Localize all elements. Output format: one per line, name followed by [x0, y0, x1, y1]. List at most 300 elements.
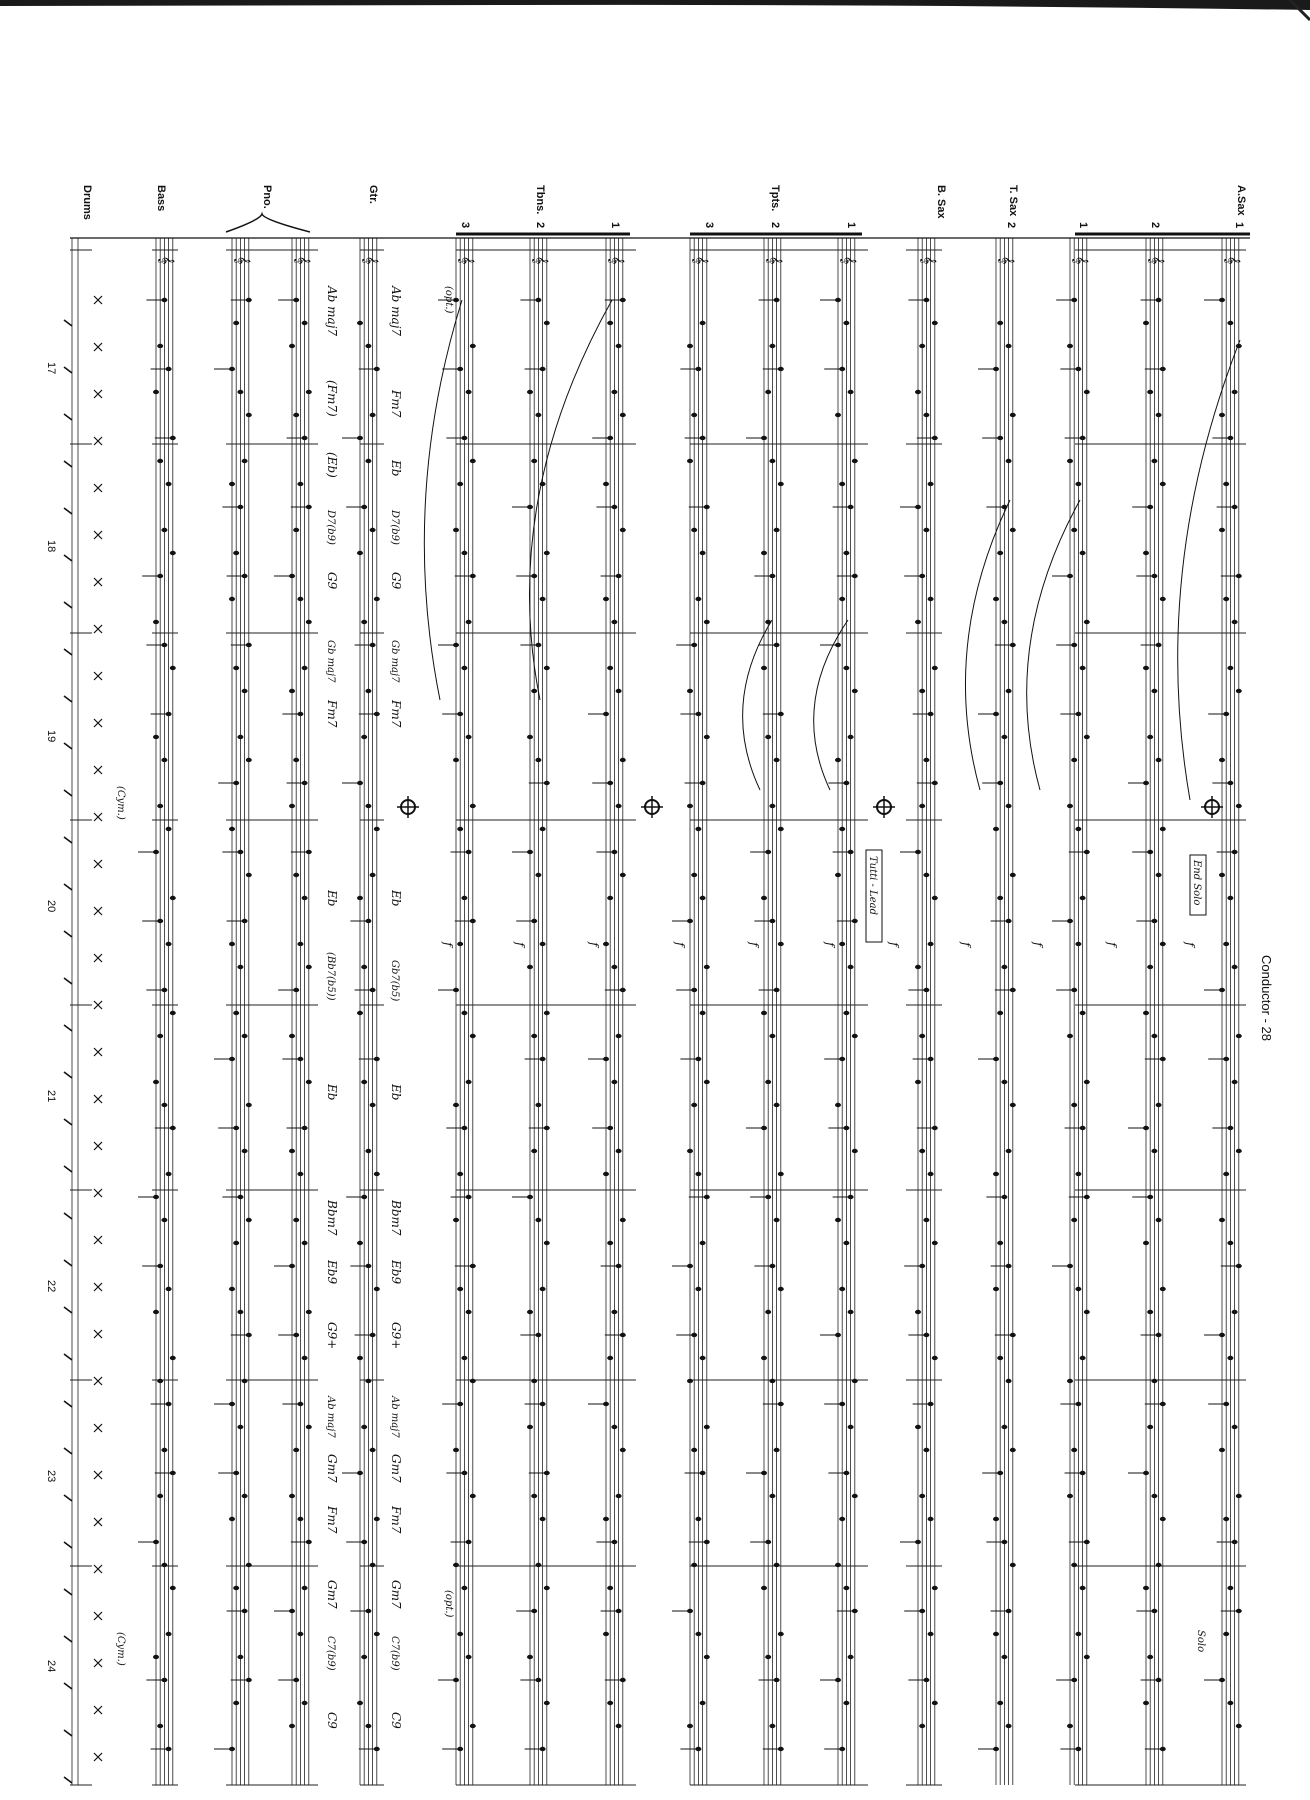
- note-head: [1223, 942, 1229, 946]
- clef-icon: 𝄞: [766, 256, 782, 265]
- note-head: [161, 1563, 167, 1567]
- drum-slash: [64, 743, 72, 749]
- clef-icon: 𝄞: [458, 256, 474, 265]
- note-head: [620, 528, 626, 532]
- note-head: [993, 827, 999, 831]
- note-head: [237, 965, 243, 969]
- note-head: [852, 1494, 858, 1498]
- note-head: [527, 390, 533, 394]
- forte-mark: f: [1105, 942, 1119, 947]
- note-head: [687, 689, 693, 693]
- note-head: [365, 804, 371, 808]
- note-head: [691, 413, 697, 417]
- note-head: [229, 942, 235, 946]
- note-head: [616, 1034, 622, 1038]
- clef-icon: 𝄞: [840, 256, 856, 265]
- note-head: [1006, 804, 1012, 808]
- drum-slash: [64, 649, 72, 655]
- note-head: [691, 1103, 697, 1107]
- note-head: [769, 804, 775, 808]
- note-head: [1010, 1103, 1016, 1107]
- note-head: [374, 1287, 380, 1291]
- note-head: [1219, 413, 1225, 417]
- note-head: [289, 344, 295, 348]
- note-head: [687, 1724, 693, 1728]
- measure-number-21: 21: [45, 1090, 57, 1103]
- note-head: [778, 827, 784, 831]
- note-head: [778, 482, 784, 486]
- drum-slash: [64, 1589, 72, 1595]
- note-head: [607, 666, 613, 670]
- drum-x-mark: [94, 1518, 102, 1526]
- note-head: [527, 1425, 533, 1429]
- note-head: [704, 965, 710, 969]
- note-head: [700, 1241, 706, 1245]
- note-head: [923, 1448, 929, 1452]
- pno-chord: Eb9: [325, 1260, 339, 1285]
- note-head: [1075, 942, 1081, 946]
- drum-slash: [64, 1307, 72, 1313]
- note-head: [843, 551, 849, 555]
- note-head: [765, 1080, 771, 1084]
- note-head: [540, 942, 546, 946]
- note-head: [237, 1425, 243, 1429]
- note-head: [1147, 965, 1153, 969]
- gtr-chord: D7(b9): [389, 510, 400, 545]
- note-head: [1156, 873, 1162, 877]
- note-head: [607, 896, 613, 900]
- note-head: [246, 1103, 252, 1107]
- note-head: [603, 942, 609, 946]
- dynamic-marks: [441, 941, 1197, 949]
- note-head: [1156, 758, 1162, 762]
- drum-slash: [64, 790, 72, 796]
- note-head: [297, 1517, 303, 1521]
- note-head: [1080, 551, 1086, 555]
- note-head: [293, 1448, 299, 1452]
- note-head: [761, 666, 767, 670]
- note-head: [704, 1080, 710, 1084]
- note-head: [1006, 1149, 1012, 1153]
- note-head: [765, 1310, 771, 1314]
- note-head: [611, 620, 617, 624]
- note-head: [607, 1586, 613, 1590]
- note-head: [540, 827, 546, 831]
- note-head: [544, 551, 550, 555]
- note-head: [470, 1494, 476, 1498]
- drum-x-mark: [94, 1283, 102, 1291]
- note-head: [1001, 620, 1007, 624]
- note-head: [246, 1563, 252, 1567]
- note-head: [365, 459, 371, 463]
- note-head: [1143, 1701, 1149, 1705]
- note-head: [361, 735, 367, 739]
- pno-chord: Eb: [325, 890, 339, 907]
- note-head: [153, 735, 159, 739]
- note-head: [1071, 1103, 1077, 1107]
- note-head: [242, 1149, 248, 1153]
- note-head: [928, 482, 934, 486]
- note-head: [761, 1011, 767, 1015]
- label-alto-sax: A.Sax: [1235, 185, 1247, 216]
- note-head: [1084, 1080, 1090, 1084]
- note-head: [293, 1218, 299, 1222]
- pno-chord: C9: [325, 1712, 339, 1729]
- note-head: [620, 1448, 626, 1452]
- note-head: [297, 597, 303, 601]
- drum-slash: [64, 508, 72, 514]
- drum-x-mark: [94, 531, 102, 539]
- note-head: [374, 1632, 380, 1636]
- drum-x-mark: [94, 1659, 102, 1667]
- note-head: [293, 758, 299, 762]
- note-head: [161, 1103, 167, 1107]
- note-head: [700, 551, 706, 555]
- note-head: [765, 1655, 771, 1659]
- note-head: [457, 942, 463, 946]
- note-head: [932, 321, 938, 325]
- note-head: [616, 1724, 622, 1728]
- note-head: [700, 321, 706, 325]
- drum-x-mark: [94, 1377, 102, 1385]
- note-head: [1227, 1356, 1233, 1360]
- note-head: [1071, 758, 1077, 762]
- coda-sign: [641, 796, 663, 818]
- note-head: [374, 597, 380, 601]
- note-head: [607, 1241, 613, 1245]
- note-head: [1160, 1517, 1166, 1521]
- drum-slash: [64, 367, 72, 373]
- measure-number-24: 24: [45, 1660, 57, 1673]
- label-piano: Pno.: [261, 185, 273, 209]
- part-num-tbn-1: 1: [609, 222, 621, 229]
- pno-chord: Gm7: [325, 1454, 339, 1483]
- part-num-tsax-2: 2: [1005, 222, 1017, 229]
- note-head: [1010, 1563, 1016, 1567]
- note-head: [1151, 1149, 1157, 1153]
- note-head: [620, 413, 626, 417]
- note-head: [531, 1494, 537, 1498]
- note-head: [852, 689, 858, 693]
- note-head: [915, 620, 921, 624]
- pno-chord: G9: [325, 572, 339, 590]
- note-head: [1010, 1448, 1016, 1452]
- gtr-chord: G9+: [389, 1322, 403, 1350]
- note-head: [1223, 1632, 1229, 1636]
- coda-sign: [1201, 796, 1223, 818]
- forte-mark: f: [441, 942, 455, 947]
- note-head: [687, 1379, 693, 1383]
- drum-slash: [64, 1354, 72, 1360]
- note-head: [1143, 321, 1149, 325]
- note-head: [919, 689, 925, 693]
- note-head: [302, 321, 308, 325]
- note-head: [1147, 1310, 1153, 1314]
- note-head: [166, 1172, 172, 1176]
- note-head: [453, 1448, 459, 1452]
- note-head: [839, 482, 845, 486]
- note-head: [778, 1172, 784, 1176]
- note-head: [297, 482, 303, 486]
- clef-icon: 𝄞: [1148, 256, 1164, 265]
- forte-mark: f: [673, 942, 687, 947]
- note-head: [915, 1080, 921, 1084]
- forte-mark: f: [513, 942, 527, 947]
- note-head: [365, 1724, 371, 1728]
- note-head: [457, 1287, 463, 1291]
- note-head: [233, 666, 239, 670]
- note-head: [769, 459, 775, 463]
- note-head: [233, 1241, 239, 1245]
- note-head: [157, 1034, 163, 1038]
- pno-chord: (Eb): [325, 452, 339, 478]
- note-head: [1143, 551, 1149, 555]
- part-num-tpt-1: 1: [845, 222, 857, 229]
- note-head: [997, 551, 1003, 555]
- note-head: [704, 1655, 710, 1659]
- note-head: [527, 1655, 533, 1659]
- note-head: [466, 1310, 472, 1314]
- note-head: [1223, 597, 1229, 601]
- note-head: [1227, 1586, 1233, 1590]
- drum-x-mark: [94, 578, 102, 586]
- drum-slash: [64, 1401, 72, 1407]
- end-solo-text: End Solo: [1191, 860, 1202, 906]
- note-head: [603, 1517, 609, 1521]
- note-head: [466, 390, 472, 394]
- note-head: [531, 1034, 537, 1038]
- note-head: [289, 689, 295, 693]
- note-head: [1084, 620, 1090, 624]
- note-head: [1006, 1724, 1012, 1728]
- note-head: [527, 965, 533, 969]
- note-head: [229, 597, 235, 601]
- note-head: [1010, 528, 1016, 532]
- drum-slash: [64, 1119, 72, 1125]
- note-head: [242, 1034, 248, 1038]
- note-head: [461, 666, 467, 670]
- note-head: [1080, 666, 1086, 670]
- note-head: [1223, 1517, 1229, 1521]
- note-head: [611, 1425, 617, 1429]
- note-head: [603, 482, 609, 486]
- note-head: [1236, 1494, 1242, 1498]
- note-head: [923, 1218, 929, 1222]
- pno-chord: Bbm7: [325, 1200, 339, 1236]
- drum-slash: [64, 1542, 72, 1548]
- drum-x-mark: [94, 907, 102, 915]
- part-num-asax-2: 2: [1149, 222, 1161, 229]
- note-head: [374, 1172, 380, 1176]
- note-head: [1067, 1379, 1073, 1383]
- note-head: [778, 1632, 784, 1636]
- note-head: [700, 896, 706, 900]
- note-head: [774, 1218, 780, 1222]
- note-head: [928, 942, 934, 946]
- note-head: [1001, 1425, 1007, 1429]
- note-head: [370, 528, 376, 532]
- note-head: [1075, 1172, 1081, 1176]
- drum-x-mark: [94, 1189, 102, 1197]
- note-head: [237, 390, 243, 394]
- drum-slash: [64, 1636, 72, 1642]
- drum-x-mark: [94, 1048, 102, 1056]
- drum-x-mark: [94, 813, 102, 821]
- optional-mark: (opt.): [443, 286, 454, 314]
- drum-slash: [64, 461, 72, 467]
- note-head: [761, 896, 767, 900]
- clef-icon: 𝄞: [1224, 256, 1240, 265]
- drum-x-mark: [94, 390, 102, 398]
- note-head: [470, 1724, 476, 1728]
- note-head: [370, 1563, 376, 1567]
- drum-x-mark: [94, 860, 102, 868]
- note-head: [306, 1310, 312, 1314]
- note-head: [769, 344, 775, 348]
- note-head: [1227, 321, 1233, 325]
- note-head: [457, 827, 463, 831]
- forte-mark: f: [959, 942, 973, 947]
- note-head: [919, 1724, 925, 1728]
- note-head: [1232, 1425, 1238, 1429]
- note-head: [687, 804, 693, 808]
- part-num-tbn-2: 2: [534, 222, 546, 229]
- note-head: [161, 1448, 167, 1452]
- note-head: [997, 321, 1003, 325]
- note-head: [848, 735, 854, 739]
- note-head: [1080, 1586, 1086, 1590]
- note-head: [357, 321, 363, 325]
- note-head: [997, 1241, 1003, 1245]
- label-bari-sax: B. Sax: [935, 185, 947, 219]
- note-head: [374, 1517, 380, 1521]
- note-head: [540, 1287, 546, 1291]
- note-head: [1151, 459, 1157, 463]
- note-head: [153, 620, 159, 624]
- drum-x-mark: [94, 1424, 102, 1432]
- note-head: [229, 827, 235, 831]
- drum-x-mark: [94, 766, 102, 774]
- note-head: [246, 873, 252, 877]
- drum-x-mark: [94, 1095, 102, 1103]
- note-head: [691, 873, 697, 877]
- drum-x-mark: [94, 1330, 102, 1338]
- note-head: [361, 620, 367, 624]
- note-head: [457, 1632, 463, 1636]
- note-head: [461, 1356, 467, 1360]
- note-head: [453, 1218, 459, 1222]
- note-head: [1227, 666, 1233, 670]
- note-head: [540, 597, 546, 601]
- drum-x-mark: [94, 625, 102, 633]
- note-head: [242, 1379, 248, 1383]
- pno-chord: (Bb7(b5)): [325, 952, 336, 1001]
- drum-x-mark: [94, 719, 102, 727]
- note-head: [1151, 1034, 1157, 1038]
- forte-mark: f: [823, 942, 837, 947]
- note-head: [704, 1425, 710, 1429]
- drum-x-mark: [94, 954, 102, 962]
- note-head: [839, 942, 845, 946]
- note-head: [306, 390, 312, 394]
- note-head: [848, 965, 854, 969]
- note-head: [1227, 896, 1233, 900]
- coda-sign: [397, 796, 419, 818]
- note-head: [611, 390, 617, 394]
- note-head: [843, 1701, 849, 1705]
- note-head: [237, 1310, 243, 1314]
- gtr-chord: Eb: [389, 890, 403, 907]
- cymbal-mark: (Cym.): [115, 1632, 126, 1666]
- note-head: [1080, 1011, 1086, 1015]
- note-head: [293, 873, 299, 877]
- note-head: [157, 1724, 163, 1728]
- note-head: [302, 1586, 308, 1590]
- note-head: [1075, 827, 1081, 831]
- note-head: [1010, 413, 1016, 417]
- pno-chord: D7(b9): [325, 510, 336, 545]
- note-head: [761, 1586, 767, 1590]
- note-head: [170, 896, 176, 900]
- note-head: [774, 758, 780, 762]
- note-head: [470, 344, 476, 348]
- note-head: [932, 1586, 938, 1590]
- forte-mark: f: [747, 942, 761, 947]
- note-head: [229, 1517, 235, 1521]
- note-head: [157, 804, 163, 808]
- note-head: [461, 896, 467, 900]
- note-head: [544, 1241, 550, 1245]
- note-head: [461, 551, 467, 555]
- note-head: [695, 1287, 701, 1291]
- note-head: [919, 804, 925, 808]
- note-head: [289, 1034, 295, 1038]
- drum-slash: [64, 1166, 72, 1172]
- note-head: [161, 528, 167, 532]
- measure-number-22: 22: [45, 1280, 57, 1293]
- pno-chord: Gb maj7: [325, 640, 336, 683]
- note-head: [289, 1149, 295, 1153]
- drum-slash: [64, 1072, 72, 1078]
- note-head: [1143, 1011, 1149, 1015]
- drum-slash: [64, 320, 72, 326]
- note-head: [1067, 1494, 1073, 1498]
- note-head: [607, 1356, 613, 1360]
- drum-x-mark: [94, 1471, 102, 1479]
- note-head: [1001, 965, 1007, 969]
- note-head: [302, 896, 308, 900]
- note-head: [166, 827, 172, 831]
- note-head: [919, 1034, 925, 1038]
- note-head: [293, 528, 299, 532]
- note-head: [607, 321, 613, 325]
- clef-icon: 𝄞: [362, 256, 378, 265]
- note-head: [246, 1218, 252, 1222]
- note-head: [704, 735, 710, 739]
- note-head: [170, 1011, 176, 1015]
- note-head: [1071, 1563, 1077, 1567]
- note-head: [923, 758, 929, 762]
- note-head: [1219, 528, 1225, 532]
- note-head: [453, 528, 459, 532]
- note-head: [843, 1011, 849, 1015]
- note-head: [928, 1517, 934, 1521]
- coda-sign: [873, 796, 895, 818]
- note-head: [229, 1287, 235, 1291]
- note-head: [919, 344, 925, 348]
- note-head: [1219, 1218, 1225, 1222]
- note-head: [700, 1011, 706, 1015]
